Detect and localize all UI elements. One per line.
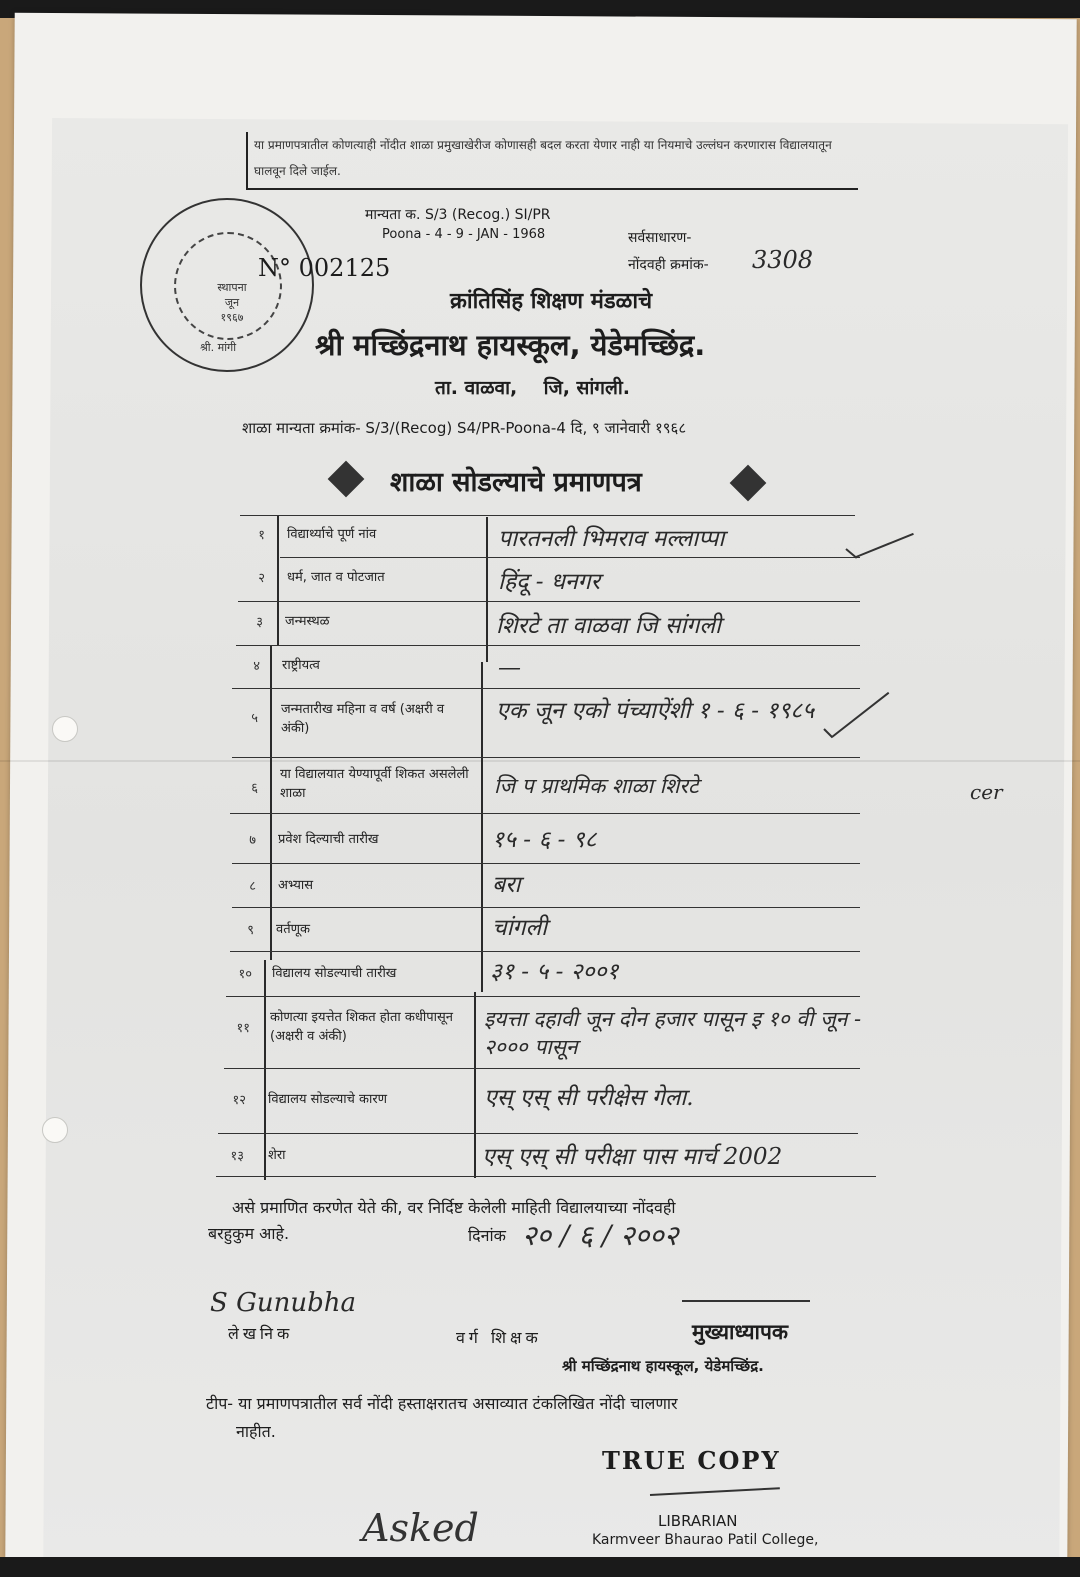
row-10-value: ३१ - ५ - २००१ xyxy=(490,959,619,985)
row-10-label: विद्यालय सोडल्याची तारीख xyxy=(272,966,397,981)
seal-place: श्री. मांगी xyxy=(200,341,237,354)
register-number: 3308 xyxy=(752,246,814,274)
row-11-rule xyxy=(224,1068,860,1069)
row-6-number: ६ xyxy=(251,781,258,796)
serial-number: N° 002125 xyxy=(258,254,391,282)
row-9-rule xyxy=(230,951,860,952)
bottom-dark-band xyxy=(0,1557,1080,1577)
seal-year: स्थापना जून १९६७ xyxy=(217,281,247,324)
class-teacher-label: वर्ग शिक्षक xyxy=(456,1328,542,1347)
row-7-number: ७ xyxy=(249,833,256,848)
row-1-label: विद्यार्थ्याचे पूर्ण नांव xyxy=(287,527,377,542)
table-bottom-rule xyxy=(216,1176,876,1177)
row-6-value: जि प प्राथमिक शाळा शिरटे xyxy=(494,774,699,798)
row-5-value: एक जून एको पंच्याऐंशी १ - ६ - १९८५ xyxy=(496,698,815,724)
row-4-label: राष्ट्रीयत्व xyxy=(282,658,320,673)
value-col-divider-3 xyxy=(474,992,476,1178)
college-name: Karmveer Bhaurao Patil College, xyxy=(592,1532,819,1548)
recognition-line2: Poona - 4 - 9 - JAN - 1968 xyxy=(382,227,546,242)
row-4-value: — xyxy=(498,655,521,681)
punch-hole-top xyxy=(52,716,78,742)
row-13-label: शेरा xyxy=(268,1148,286,1163)
row-8-rule xyxy=(232,907,860,908)
headmaster-school: श्री मच्छिंद्रनाथ हायस्कूल, येडेमच्छिंद्र. xyxy=(562,1357,764,1375)
register-label2: नोंदवही क्रमांक- xyxy=(628,257,709,273)
bottom-handwritten-sign: Asked xyxy=(362,1506,479,1550)
row-3-label: जन्मस्थळ xyxy=(285,614,330,629)
row-7-rule xyxy=(232,863,860,864)
certify-line1: असे प्रमाणित करणेत येते की, वर निर्दिष्ट केलेली माहिती विद्यालयाच्या नोंदवही xyxy=(232,1198,676,1217)
row-12-number: १२ xyxy=(232,1093,246,1108)
headmaster-label: मुख्याध्यापक xyxy=(692,1320,789,1344)
table-top-rule xyxy=(240,515,855,516)
row-3-number: ३ xyxy=(256,615,263,630)
row-9-value: चांगली xyxy=(492,915,548,941)
school-recognition-number: शाळा मान्यता क्रमांक- S/3/(Recog) S4/PR-Poona-4 दि, ९ जानेवारी १९६८ xyxy=(242,419,687,437)
row-9-number: ९ xyxy=(247,923,254,938)
value-col-divider-1 xyxy=(486,517,488,662)
clerk-signature: S Gunubha xyxy=(210,1288,356,1318)
certify-line2: बरहुकुम आहे. xyxy=(208,1224,290,1243)
row-1-value: पारतनली भिमराव मल्लाप्पा xyxy=(498,526,725,552)
row-12-label: विद्यालय सोडल्याचे कारण xyxy=(268,1092,388,1107)
row-10-number: १० xyxy=(238,967,252,982)
true-copy-stamp: TRUE COPY xyxy=(602,1446,781,1475)
row-3-value: शिरटे ता वाळवा जि सांगली xyxy=(496,613,721,639)
row-4-number: ४ xyxy=(253,659,260,674)
table-col-divider-3 xyxy=(264,960,266,1180)
school-address: ता. वाळवा, जि, सांगली. xyxy=(435,377,631,399)
footer-note-line1: टीप- या प्रमाणपत्रातील सर्व नोंदी हस्ताक्षरातच असाव्यात टंकलिखित नोंदी चालणार xyxy=(206,1394,678,1413)
row-8-value: बरा xyxy=(492,872,521,898)
row-10-rule xyxy=(226,996,860,997)
row-7-value: १५ - ६ - ९८ xyxy=(492,827,597,853)
head-signature-stroke xyxy=(682,1300,810,1302)
row-11-number: ११ xyxy=(236,1021,250,1036)
row-4-rule xyxy=(232,688,860,689)
row-7-label: प्रवेश दिल्याची तारीख xyxy=(278,832,379,847)
row-13-value: एस् एस् सी परीक्षा पास मार्च 2002 xyxy=(482,1144,783,1170)
register-label1: सर्वसाधारण- xyxy=(628,230,692,246)
footer-note-line2: नाहीत. xyxy=(236,1422,276,1441)
row-9-label: वर्तणूक xyxy=(276,922,311,937)
notice-box xyxy=(246,132,858,190)
row-8-number: ८ xyxy=(249,879,256,894)
librarian-label: LIBRARIAN xyxy=(658,1512,738,1530)
row-12-value: एस् एस् सी परीक्षेस गेला. xyxy=(484,1085,694,1111)
mandal-name: क्रांतिसिंह शिक्षण मंडळाचे xyxy=(450,289,653,314)
row-11-value: इयत्ता दहावी जून दोन हजार पासून इ १० वी जून - २००० पासून xyxy=(484,1007,862,1059)
date-value: २० / ६ / २००२ xyxy=(522,1219,679,1252)
row-3-rule xyxy=(236,645,860,646)
row-1-rule xyxy=(280,557,860,558)
row-2-label: धर्म, जात व पोटजात xyxy=(287,570,385,585)
clerk-label: लेखनिक xyxy=(228,1324,294,1343)
row-5-label: जन्मतारीख महिना व वर्ष (अक्षरी व अंकी) xyxy=(281,702,445,736)
recognition-line1: मान्यता क. S/3 (Recog.) SI/PR xyxy=(365,207,551,223)
certificate-title: शाळा सोडल्याचे प्रमाणपत्र xyxy=(390,467,642,498)
value-col-divider-2 xyxy=(481,662,483,992)
table-col-divider-2 xyxy=(270,645,272,960)
row-5-rule xyxy=(232,757,860,758)
date-label: दिनांक xyxy=(468,1226,506,1245)
row-2-number: २ xyxy=(258,571,265,586)
row-2-rule xyxy=(238,601,860,602)
school-seal xyxy=(140,198,314,372)
row-11-label: कोणत्या इयत्तेत शिकत होता कधीपासून (अक्षरी व अंकी) xyxy=(270,1010,454,1044)
row-8-label: अभ्यास xyxy=(278,878,314,893)
row-6-rule xyxy=(230,813,860,814)
row-12-rule xyxy=(218,1133,858,1134)
punch-hole-bottom xyxy=(42,1117,68,1143)
notice-text: या प्रमाणपत्रातील कोणत्याही नोंदीत शाळा प्रमुखाखेरीज कोणासही बदल करता येणार नाही या नियमाचे उल्लंघन करणारास विद्यालयातून घालवून दिले जाईल. xyxy=(254,138,832,178)
table-col-divider-1 xyxy=(277,515,279,645)
row-2-value: हिंदू - धनगर xyxy=(498,569,601,595)
row-5-number: ५ xyxy=(251,711,258,726)
row-6-label: या विद्यालयात येण्यापूर्वी शिकत असलेली शाळा xyxy=(280,767,469,801)
row-13-number: १३ xyxy=(230,1149,244,1164)
row-1-number: १ xyxy=(258,528,265,543)
school-name: श्री मच्छिंद्रनाथ हायस्कूल, येडेमच्छिंद्र. xyxy=(315,328,706,362)
margin-mark: cer xyxy=(970,780,1003,804)
fold-line xyxy=(0,760,1080,762)
